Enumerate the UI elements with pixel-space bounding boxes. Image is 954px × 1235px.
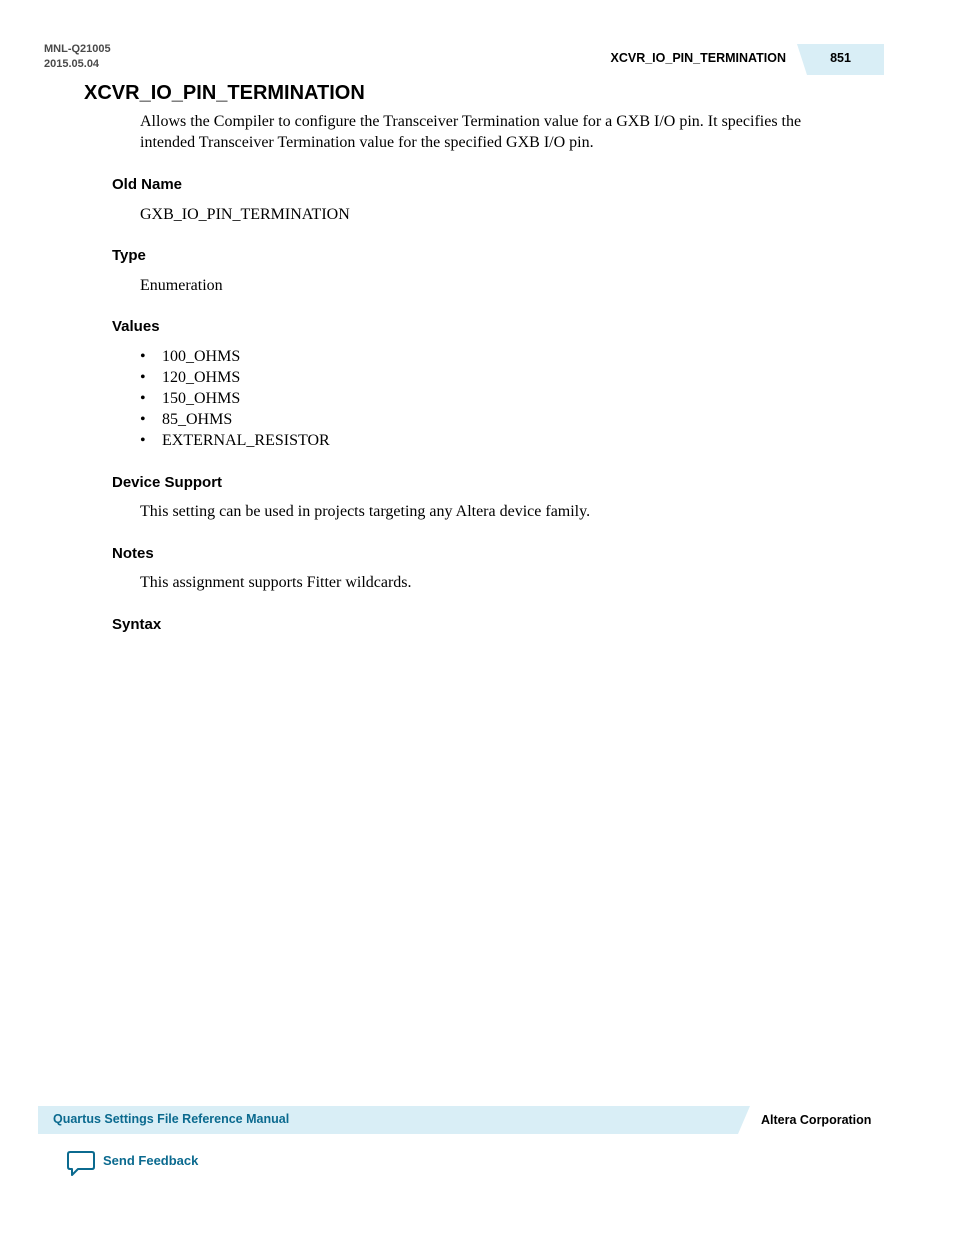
- bullet-icon: •: [140, 411, 146, 428]
- document-date: 2015.05.04: [44, 58, 100, 70]
- list-item: [140, 430, 330, 451]
- list-item: [140, 388, 330, 409]
- bullet-icon: •: [140, 369, 146, 386]
- value-item: 150_OHMS: [162, 390, 241, 407]
- send-feedback-label[interactable]: Send Feedback: [103, 1153, 199, 1168]
- section-title: XCVR_IO_PIN_TERMINATION: [84, 82, 365, 104]
- manual-title-link[interactable]: Quartus Settings File Reference Manual: [53, 1112, 290, 1126]
- description-line: Allows the Compiler to configure the Transceiver Termination value for a GXB I/O pin. It specifies the: [140, 113, 802, 130]
- list-item: [140, 409, 330, 430]
- value-item: EXTERNAL_RESISTOR: [162, 432, 330, 449]
- bullet-icon: •: [140, 390, 146, 407]
- type-value: Enumeration: [140, 277, 223, 294]
- value-item: 85_OHMS: [162, 411, 233, 428]
- values-heading: Values: [112, 318, 160, 335]
- footer-band: [38, 1106, 750, 1134]
- notes-heading: Notes: [112, 545, 154, 562]
- list-item: [140, 367, 330, 388]
- syntax-heading: Syntax: [112, 616, 162, 633]
- company-name: Altera Corporation: [761, 1113, 872, 1127]
- page-number: 851: [830, 51, 851, 65]
- description: [140, 111, 870, 153]
- document-id: MNL-Q21005: [44, 43, 111, 55]
- running-header-title: XCVR_IO_PIN_TERMINATION: [610, 51, 786, 65]
- value-item: 120_OHMS: [162, 369, 241, 386]
- type-heading: Type: [112, 247, 146, 264]
- old-name-heading: Old Name: [112, 176, 183, 193]
- old-name-value: GXB_IO_PIN_TERMINATION: [140, 206, 350, 223]
- notes-value: This assignment supports Fitter wildcards.: [140, 574, 412, 591]
- description-line: intended Transceiver Termination value for the specified GXB I/O pin.: [140, 134, 594, 151]
- speech-bubble-icon: [66, 1150, 96, 1178]
- values-list: [140, 346, 330, 451]
- bullet-icon: •: [140, 432, 146, 449]
- value-item: 100_OHMS: [162, 348, 241, 365]
- bullet-icon: •: [140, 348, 146, 365]
- device-support-value: This setting can be used in projects targeting any Altera device family.: [140, 503, 591, 520]
- device-support-heading: Device Support: [112, 474, 223, 491]
- page-number-tab: [797, 44, 884, 75]
- list-item: [140, 346, 330, 367]
